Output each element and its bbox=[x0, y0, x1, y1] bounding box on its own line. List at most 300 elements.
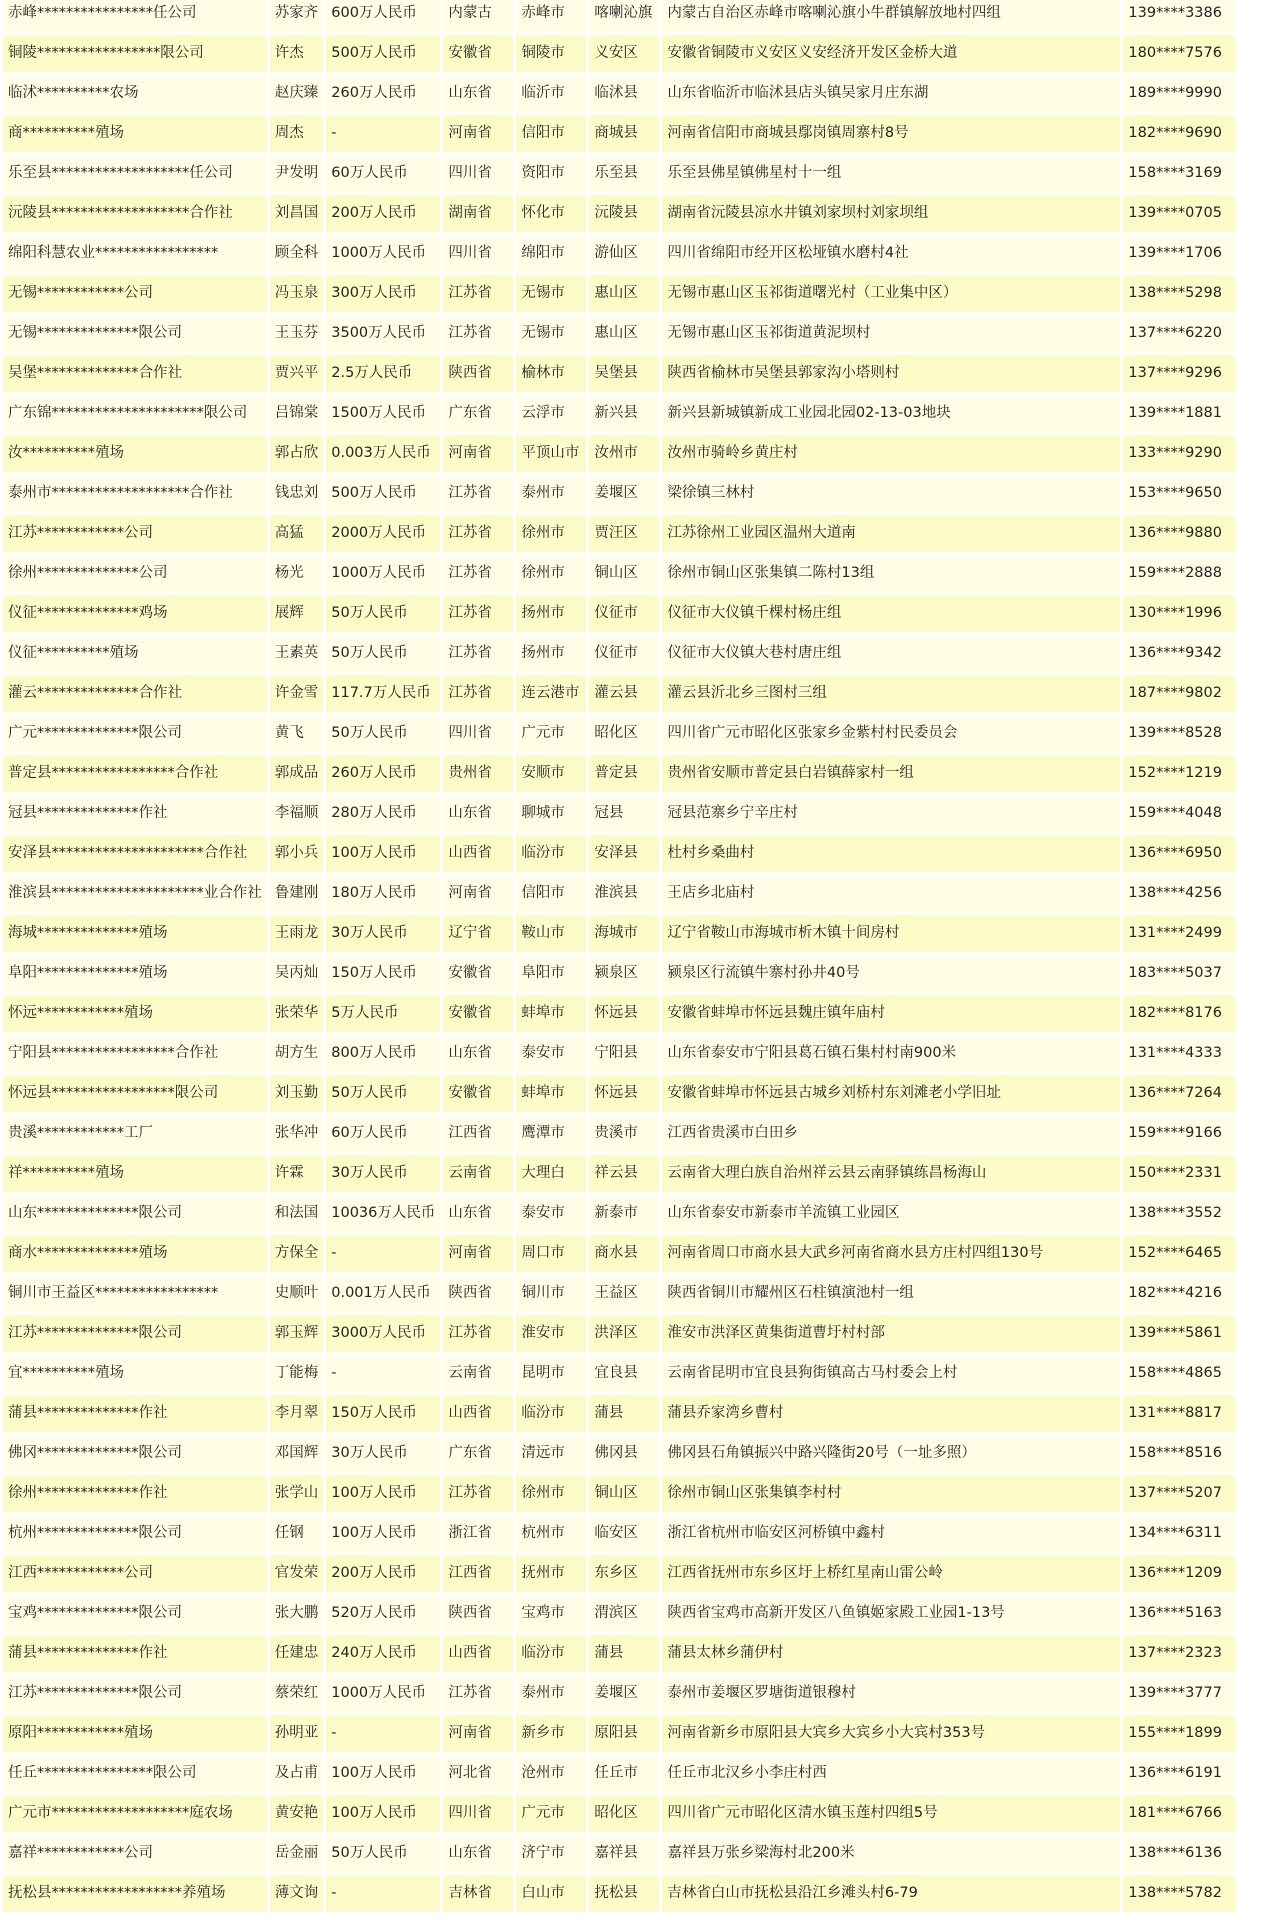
legal-person-cell: 及占甫 bbox=[270, 1755, 324, 1792]
phone-cell: 187****9802 bbox=[1123, 675, 1236, 712]
phone-cell: 158****4865 bbox=[1123, 1355, 1236, 1392]
county-cell: 惠山区 bbox=[589, 315, 659, 352]
province-cell: 江苏省 bbox=[443, 475, 513, 512]
province-cell: 山东省 bbox=[443, 1835, 513, 1872]
company-name-cell: 怀远************殖场 bbox=[3, 995, 267, 1032]
company-name-cell: 商水**************殖场 bbox=[3, 1235, 267, 1272]
phone-cell: 139****3386 bbox=[1123, 0, 1236, 32]
county-cell: 海城市 bbox=[589, 915, 659, 952]
company-name-cell: 铜川市王益区***************** bbox=[3, 1275, 267, 1312]
table-row bbox=[3, 115, 1236, 152]
company-name-cell: 宝鸡**************限公司 bbox=[3, 1595, 267, 1632]
phone-cell: 183****5037 bbox=[1123, 955, 1236, 992]
table-row bbox=[3, 1355, 1236, 1392]
phone-cell: 138****5782 bbox=[1123, 1875, 1236, 1912]
county-cell: 汝州市 bbox=[589, 435, 659, 472]
city-cell: 扬州市 bbox=[516, 635, 586, 672]
county-cell: 义安区 bbox=[589, 35, 659, 72]
province-cell: 山东省 bbox=[443, 75, 513, 112]
county-cell: 嘉祥县 bbox=[589, 1835, 659, 1872]
province-cell: 内蒙古 bbox=[443, 0, 513, 32]
address-cell: 嘉祥县万张乡梁海村北200米 bbox=[662, 1835, 1120, 1872]
province-cell: 广东省 bbox=[443, 1435, 513, 1472]
address-cell: 任丘市北汉乡小李庄村西 bbox=[662, 1755, 1120, 1792]
province-cell: 河南省 bbox=[443, 115, 513, 152]
company-name-cell: 赤峰****************任公司 bbox=[3, 0, 267, 32]
phone-cell: 136****1209 bbox=[1123, 1555, 1236, 1592]
registered-capital-cell: 3500万人民币 bbox=[326, 315, 440, 352]
county-cell: 任丘市 bbox=[589, 1755, 659, 1792]
phone-cell: 153****9650 bbox=[1123, 475, 1236, 512]
company-name-cell: 临沭**********农场 bbox=[3, 75, 267, 112]
phone-cell: 159****2888 bbox=[1123, 555, 1236, 592]
province-cell: 湖南省 bbox=[443, 195, 513, 232]
province-cell: 贵州省 bbox=[443, 755, 513, 792]
address-cell: 仪征市大仪镇大巷村唐庄组 bbox=[662, 635, 1120, 672]
province-cell: 安徽省 bbox=[443, 1075, 513, 1112]
registered-capital-cell: 30万人民币 bbox=[326, 1155, 440, 1192]
phone-cell: 137****9296 bbox=[1123, 355, 1236, 392]
address-cell: 灌云县沂北乡三图村三组 bbox=[662, 675, 1120, 712]
legal-person-cell: 吕锦棠 bbox=[270, 395, 324, 432]
table-row bbox=[3, 675, 1236, 712]
registered-capital-cell: - bbox=[326, 115, 440, 152]
phone-cell: 189****9990 bbox=[1123, 75, 1236, 112]
address-cell: 吉林省白山市抚松县沿江乡滩头村6-79 bbox=[662, 1875, 1120, 1912]
registered-capital-cell: 150万人民币 bbox=[326, 955, 440, 992]
company-name-cell: 宜**********殖场 bbox=[3, 1355, 267, 1392]
address-cell: 冠县范寨乡宁辛庄村 bbox=[662, 795, 1120, 832]
table-row bbox=[3, 1475, 1236, 1512]
registered-capital-cell: - bbox=[326, 1355, 440, 1392]
table-row bbox=[3, 235, 1236, 272]
city-cell: 铜川市 bbox=[516, 1275, 586, 1312]
province-cell: 安徽省 bbox=[443, 35, 513, 72]
legal-person-cell: 郭玉辉 bbox=[270, 1315, 324, 1352]
province-cell: 广东省 bbox=[443, 395, 513, 432]
province-cell: 江苏省 bbox=[443, 675, 513, 712]
legal-person-cell: 顾全科 bbox=[270, 235, 324, 272]
address-cell: 梁徐镇三林村 bbox=[662, 475, 1120, 512]
legal-person-cell: 黄飞 bbox=[270, 715, 324, 752]
province-cell: 吉林省 bbox=[443, 1875, 513, 1912]
city-cell: 临汾市 bbox=[516, 1635, 586, 1672]
registered-capital-cell: 800万人民币 bbox=[326, 1035, 440, 1072]
county-cell: 淮滨县 bbox=[589, 875, 659, 912]
legal-person-cell: 许金雪 bbox=[270, 675, 324, 712]
company-name-cell: 汝**********殖场 bbox=[3, 435, 267, 472]
address-cell: 汝州市骑岭乡黄庄村 bbox=[662, 435, 1120, 472]
city-cell: 广元市 bbox=[516, 715, 586, 752]
legal-person-cell: 刘玉勤 bbox=[270, 1075, 324, 1112]
county-cell: 蒲县 bbox=[589, 1395, 659, 1432]
company-name-cell: 原阳************殖场 bbox=[3, 1715, 267, 1752]
city-cell: 绵阳市 bbox=[516, 235, 586, 272]
phone-cell: 137****5207 bbox=[1123, 1475, 1236, 1512]
city-cell: 聊城市 bbox=[516, 795, 586, 832]
legal-person-cell: 和法国 bbox=[270, 1195, 324, 1232]
phone-cell: 131****2499 bbox=[1123, 915, 1236, 952]
company-name-cell: 冠县**************作社 bbox=[3, 795, 267, 832]
county-cell: 游仙区 bbox=[589, 235, 659, 272]
city-cell: 临汾市 bbox=[516, 1395, 586, 1432]
phone-cell: 139****1706 bbox=[1123, 235, 1236, 272]
company-name-cell: 普定县*****************合作社 bbox=[3, 755, 267, 792]
province-cell: 山东省 bbox=[443, 1195, 513, 1232]
company-name-cell: 沅陵县*******************合作社 bbox=[3, 195, 267, 232]
table-row bbox=[3, 955, 1236, 992]
city-cell: 临汾市 bbox=[516, 835, 586, 872]
phone-cell: 180****7576 bbox=[1123, 35, 1236, 72]
company-name-cell: 任丘****************限公司 bbox=[3, 1755, 267, 1792]
city-cell: 铜陵市 bbox=[516, 35, 586, 72]
legal-person-cell: 许霖 bbox=[270, 1155, 324, 1192]
county-cell: 祥云县 bbox=[589, 1155, 659, 1192]
city-cell: 沧州市 bbox=[516, 1755, 586, 1792]
city-cell: 徐州市 bbox=[516, 555, 586, 592]
registered-capital-cell: 50万人民币 bbox=[326, 1075, 440, 1112]
table-row bbox=[3, 1875, 1236, 1912]
registered-capital-cell: 500万人民币 bbox=[326, 35, 440, 72]
city-cell: 抚州市 bbox=[516, 1555, 586, 1592]
company-name-cell: 无锡************公司 bbox=[3, 275, 267, 312]
table-row bbox=[3, 1835, 1236, 1872]
company-name-cell: 蒲县**************作社 bbox=[3, 1395, 267, 1432]
company-name-cell: 吴堡**************合作社 bbox=[3, 355, 267, 392]
province-cell: 江苏省 bbox=[443, 1675, 513, 1712]
phone-cell: 138****4256 bbox=[1123, 875, 1236, 912]
registered-capital-cell: 5万人民币 bbox=[326, 995, 440, 1032]
table-row bbox=[3, 475, 1236, 512]
phone-cell: 133****9290 bbox=[1123, 435, 1236, 472]
legal-person-cell: 钱忠刘 bbox=[270, 475, 324, 512]
city-cell: 徐州市 bbox=[516, 1475, 586, 1512]
city-cell: 徐州市 bbox=[516, 515, 586, 552]
registered-capital-cell: 117.7万人民币 bbox=[326, 675, 440, 712]
city-cell: 济宁市 bbox=[516, 1835, 586, 1872]
province-cell: 河南省 bbox=[443, 1235, 513, 1272]
registered-capital-cell: 100万人民币 bbox=[326, 1515, 440, 1552]
company-name-cell: 安泽县*********************合作社 bbox=[3, 835, 267, 872]
table-row bbox=[3, 1555, 1236, 1592]
company-name-cell: 广元市*******************庭农场 bbox=[3, 1795, 267, 1832]
company-name-cell: 佛冈**************限公司 bbox=[3, 1435, 267, 1472]
city-cell: 资阳市 bbox=[516, 155, 586, 192]
table-row bbox=[3, 715, 1236, 752]
city-cell: 鞍山市 bbox=[516, 915, 586, 952]
table-row bbox=[3, 835, 1236, 872]
province-cell: 安徽省 bbox=[443, 955, 513, 992]
registered-capital-cell: 50万人民币 bbox=[326, 1835, 440, 1872]
company-name-cell: 绵阳科慧农业***************** bbox=[3, 235, 267, 272]
registered-capital-cell: 520万人民币 bbox=[326, 1595, 440, 1632]
table-row bbox=[3, 1035, 1236, 1072]
city-cell: 蚌埠市 bbox=[516, 995, 586, 1032]
table-row bbox=[3, 155, 1236, 192]
phone-cell: 136****9342 bbox=[1123, 635, 1236, 672]
county-cell: 冠县 bbox=[589, 795, 659, 832]
county-cell: 昭化区 bbox=[589, 1795, 659, 1832]
company-name-cell: 泰州市*******************合作社 bbox=[3, 475, 267, 512]
registered-capital-cell: 240万人民币 bbox=[326, 1635, 440, 1672]
registered-capital-cell: 600万人民币 bbox=[326, 0, 440, 32]
table-body bbox=[3, 0, 1236, 1912]
table-row bbox=[3, 1595, 1236, 1632]
table-row bbox=[3, 875, 1236, 912]
phone-cell: 182****4216 bbox=[1123, 1275, 1236, 1312]
address-cell: 安徽省蚌埠市怀远县古城乡刘桥村东刘滩老小学旧址 bbox=[662, 1075, 1120, 1112]
table-row bbox=[3, 995, 1236, 1032]
address-cell: 辽宁省鞍山市海城市析木镇十间房村 bbox=[662, 915, 1120, 952]
registered-capital-cell: 150万人民币 bbox=[326, 1395, 440, 1432]
address-cell: 四川省广元市昭化区清水镇玉莲村四组5号 bbox=[662, 1795, 1120, 1832]
city-cell: 泰州市 bbox=[516, 475, 586, 512]
table-row bbox=[3, 1235, 1236, 1272]
province-cell: 河南省 bbox=[443, 435, 513, 472]
legal-person-cell: 史顺叶 bbox=[270, 1275, 324, 1312]
county-cell: 普定县 bbox=[589, 755, 659, 792]
city-cell: 连云港市 bbox=[516, 675, 586, 712]
province-cell: 陕西省 bbox=[443, 1595, 513, 1632]
county-cell: 商城县 bbox=[589, 115, 659, 152]
county-cell: 乐至县 bbox=[589, 155, 659, 192]
county-cell: 铜山区 bbox=[589, 1475, 659, 1512]
city-cell: 广元市 bbox=[516, 1795, 586, 1832]
registered-capital-cell: - bbox=[326, 1875, 440, 1912]
county-cell: 抚松县 bbox=[589, 1875, 659, 1912]
phone-cell: 138****5298 bbox=[1123, 275, 1236, 312]
address-cell: 四川省绵阳市经开区松垭镇水磨村4社 bbox=[662, 235, 1120, 272]
phone-cell: 159****9166 bbox=[1123, 1115, 1236, 1152]
county-cell: 蒲县 bbox=[589, 1635, 659, 1672]
table-row bbox=[3, 755, 1236, 792]
province-cell: 江苏省 bbox=[443, 595, 513, 632]
legal-person-cell: 王素英 bbox=[270, 635, 324, 672]
table-row bbox=[3, 195, 1236, 232]
city-cell: 扬州市 bbox=[516, 595, 586, 632]
company-name-cell: 江苏**************限公司 bbox=[3, 1315, 267, 1352]
city-cell: 泰安市 bbox=[516, 1195, 586, 1232]
registered-capital-cell: 100万人民币 bbox=[326, 1475, 440, 1512]
address-cell: 佛冈县石角镇振兴中路兴隆街20号（一址多照） bbox=[662, 1435, 1120, 1472]
legal-person-cell: 贾兴平 bbox=[270, 355, 324, 392]
province-cell: 河北省 bbox=[443, 1755, 513, 1792]
province-cell: 河南省 bbox=[443, 875, 513, 912]
county-cell: 喀喇沁旗 bbox=[589, 0, 659, 32]
legal-person-cell: 冯玉泉 bbox=[270, 275, 324, 312]
city-cell: 新乡市 bbox=[516, 1715, 586, 1752]
registered-capital-cell: 180万人民币 bbox=[326, 875, 440, 912]
table-row bbox=[3, 1115, 1236, 1152]
province-cell: 四川省 bbox=[443, 235, 513, 272]
registered-capital-cell: 280万人民币 bbox=[326, 795, 440, 832]
company-name-cell: 杭州**************限公司 bbox=[3, 1515, 267, 1552]
legal-person-cell: 高猛 bbox=[270, 515, 324, 552]
address-cell: 无锡市惠山区玉祁街道黄泥坝村 bbox=[662, 315, 1120, 352]
table-row bbox=[3, 1395, 1236, 1432]
registered-capital-cell: 1500万人民币 bbox=[326, 395, 440, 432]
phone-cell: 150****2331 bbox=[1123, 1155, 1236, 1192]
address-cell: 河南省信阳市商城县鄢岗镇周寨村8号 bbox=[662, 115, 1120, 152]
city-cell: 淮安市 bbox=[516, 1315, 586, 1352]
city-cell: 宝鸡市 bbox=[516, 1595, 586, 1632]
legal-person-cell: 黄安艳 bbox=[270, 1795, 324, 1832]
table-row bbox=[3, 315, 1236, 352]
company-name-cell: 广元**************限公司 bbox=[3, 715, 267, 752]
legal-person-cell: 张学山 bbox=[270, 1475, 324, 1512]
registered-capital-cell: - bbox=[326, 1235, 440, 1272]
phone-cell: 131****8817 bbox=[1123, 1395, 1236, 1432]
phone-cell: 155****1899 bbox=[1123, 1715, 1236, 1752]
county-cell: 洪泽区 bbox=[589, 1315, 659, 1352]
city-cell: 安顺市 bbox=[516, 755, 586, 792]
company-name-cell: 抚松县******************养殖场 bbox=[3, 1875, 267, 1912]
city-cell: 大理白 bbox=[516, 1155, 586, 1192]
phone-cell: 136****6191 bbox=[1123, 1755, 1236, 1792]
address-cell: 徐州市铜山区张集镇李村村 bbox=[662, 1475, 1120, 1512]
table-row bbox=[3, 1515, 1236, 1552]
province-cell: 云南省 bbox=[443, 1355, 513, 1392]
table-row bbox=[3, 915, 1236, 952]
registered-capital-cell: 2000万人民币 bbox=[326, 515, 440, 552]
province-cell: 山西省 bbox=[443, 1395, 513, 1432]
legal-person-cell: 苏家齐 bbox=[270, 0, 324, 32]
legal-person-cell: 鲁建刚 bbox=[270, 875, 324, 912]
county-cell: 颍泉区 bbox=[589, 955, 659, 992]
city-cell: 赤峰市 bbox=[516, 0, 586, 32]
company-name-cell: 宁阳县*****************合作社 bbox=[3, 1035, 267, 1072]
table-row bbox=[3, 635, 1236, 672]
company-name-cell: 祥**********殖场 bbox=[3, 1155, 267, 1192]
registered-capital-cell: 0.003万人民币 bbox=[326, 435, 440, 472]
county-cell: 昭化区 bbox=[589, 715, 659, 752]
registered-capital-cell: 50万人民币 bbox=[326, 595, 440, 632]
phone-cell: 182****8176 bbox=[1123, 995, 1236, 1032]
county-cell: 仪征市 bbox=[589, 595, 659, 632]
registered-capital-cell: 300万人民币 bbox=[326, 275, 440, 312]
address-cell: 山东省泰安市新泰市羊流镇工业园区 bbox=[662, 1195, 1120, 1232]
county-cell: 宜良县 bbox=[589, 1355, 659, 1392]
legal-person-cell: 杨光 bbox=[270, 555, 324, 592]
phone-cell: 134****6311 bbox=[1123, 1515, 1236, 1552]
address-cell: 河南省新乡市原阳县大宾乡大宾乡小大宾村353号 bbox=[662, 1715, 1120, 1752]
legal-person-cell: 展辉 bbox=[270, 595, 324, 632]
table-row bbox=[3, 35, 1236, 72]
province-cell: 安徽省 bbox=[443, 995, 513, 1032]
phone-cell: 152****1219 bbox=[1123, 755, 1236, 792]
registered-capital-cell: 1000万人民币 bbox=[326, 555, 440, 592]
county-cell: 王益区 bbox=[589, 1275, 659, 1312]
city-cell: 榆林市 bbox=[516, 355, 586, 392]
address-cell: 河南省周口市商水县大武乡河南省商水县方庄村四组130号 bbox=[662, 1235, 1120, 1272]
address-cell: 陕西省铜川市耀州区石柱镇演池村一组 bbox=[662, 1275, 1120, 1312]
address-cell: 云南省昆明市宜良县狗街镇高古马村委会上村 bbox=[662, 1355, 1120, 1392]
address-cell: 陕西省宝鸡市高新开发区八鱼镇姬家殿工业园1-13号 bbox=[662, 1595, 1120, 1632]
address-cell: 淮安市洪泽区黄集街道曹圩村村部 bbox=[662, 1315, 1120, 1352]
company-name-cell: 江苏**************限公司 bbox=[3, 1675, 267, 1712]
city-cell: 昆明市 bbox=[516, 1355, 586, 1392]
phone-cell: 138****3552 bbox=[1123, 1195, 1236, 1232]
legal-person-cell: 赵庆臻 bbox=[270, 75, 324, 112]
address-cell: 陕西省榆林市吴堡县郭家沟小塔则村 bbox=[662, 355, 1120, 392]
phone-cell: 158****8516 bbox=[1123, 1435, 1236, 1472]
province-cell: 浙江省 bbox=[443, 1515, 513, 1552]
company-name-cell: 海城**************殖场 bbox=[3, 915, 267, 952]
legal-person-cell: 许杰 bbox=[270, 35, 324, 72]
province-cell: 江苏省 bbox=[443, 635, 513, 672]
company-name-cell: 广东锦*********************限公司 bbox=[3, 395, 267, 432]
province-cell: 辽宁省 bbox=[443, 915, 513, 952]
county-cell: 宁阳县 bbox=[589, 1035, 659, 1072]
province-cell: 陕西省 bbox=[443, 1275, 513, 1312]
province-cell: 江苏省 bbox=[443, 1315, 513, 1352]
company-name-cell: 江苏************公司 bbox=[3, 515, 267, 552]
address-cell: 颍泉区行流镇牛寨村孙井40号 bbox=[662, 955, 1120, 992]
legal-person-cell: 丁能梅 bbox=[270, 1355, 324, 1392]
legal-person-cell: 张荣华 bbox=[270, 995, 324, 1032]
phone-cell: 139****3777 bbox=[1123, 1675, 1236, 1712]
registered-capital-cell: 500万人民币 bbox=[326, 475, 440, 512]
registered-capital-cell: 0.001万人民币 bbox=[326, 1275, 440, 1312]
address-cell: 浙江省杭州市临安区河桥镇中鑫村 bbox=[662, 1515, 1120, 1552]
county-cell: 姜堰区 bbox=[589, 475, 659, 512]
legal-person-cell: 任钢 bbox=[270, 1515, 324, 1552]
registered-capital-cell: 200万人民币 bbox=[326, 195, 440, 232]
company-name-cell: 怀远县*****************限公司 bbox=[3, 1075, 267, 1112]
address-cell: 江西省抚州市东乡区圩上桥红星南山雷公岭 bbox=[662, 1555, 1120, 1592]
address-cell: 杜村乡桑曲村 bbox=[662, 835, 1120, 872]
county-cell: 怀远县 bbox=[589, 1075, 659, 1112]
county-cell: 东乡区 bbox=[589, 1555, 659, 1592]
address-cell: 蒲县太林乡蒲伊村 bbox=[662, 1635, 1120, 1672]
legal-person-cell: 郭成品 bbox=[270, 755, 324, 792]
county-cell: 铜山区 bbox=[589, 555, 659, 592]
city-cell: 无锡市 bbox=[516, 315, 586, 352]
table-row bbox=[3, 1315, 1236, 1352]
city-cell: 杭州市 bbox=[516, 1515, 586, 1552]
company-name-cell: 山东**************限公司 bbox=[3, 1195, 267, 1232]
city-cell: 临沂市 bbox=[516, 75, 586, 112]
province-cell: 云南省 bbox=[443, 1155, 513, 1192]
legal-person-cell: 蔡荣红 bbox=[270, 1675, 324, 1712]
phone-cell: 136****6950 bbox=[1123, 835, 1236, 872]
county-cell: 沅陵县 bbox=[589, 195, 659, 232]
registered-capital-cell: 3000万人民币 bbox=[326, 1315, 440, 1352]
company-name-cell: 嘉祥************公司 bbox=[3, 1835, 267, 1872]
address-cell: 新兴县新城镇新成工业园北园02-13-03地块 bbox=[662, 395, 1120, 432]
legal-person-cell: 邓国辉 bbox=[270, 1435, 324, 1472]
county-cell: 原阳县 bbox=[589, 1715, 659, 1752]
table-row bbox=[3, 555, 1236, 592]
table-row bbox=[3, 515, 1236, 552]
registered-capital-cell: 60万人民币 bbox=[326, 155, 440, 192]
phone-cell: 136****9880 bbox=[1123, 515, 1236, 552]
table-row bbox=[3, 275, 1236, 312]
phone-cell: 152****6465 bbox=[1123, 1235, 1236, 1272]
province-cell: 山东省 bbox=[443, 795, 513, 832]
phone-cell: 159****4048 bbox=[1123, 795, 1236, 832]
city-cell: 怀化市 bbox=[516, 195, 586, 232]
registered-capital-cell: 260万人民币 bbox=[326, 75, 440, 112]
table-row bbox=[3, 1275, 1236, 1312]
province-cell: 江西省 bbox=[443, 1555, 513, 1592]
phone-cell: 137****2323 bbox=[1123, 1635, 1236, 1672]
address-cell: 内蒙古自治区赤峰市喀喇沁旗小牛群镇解放地村四组 bbox=[662, 0, 1120, 32]
city-cell: 鹰潭市 bbox=[516, 1115, 586, 1152]
city-cell: 周口市 bbox=[516, 1235, 586, 1272]
county-cell: 渭滨区 bbox=[589, 1595, 659, 1632]
table-row bbox=[3, 1715, 1236, 1752]
